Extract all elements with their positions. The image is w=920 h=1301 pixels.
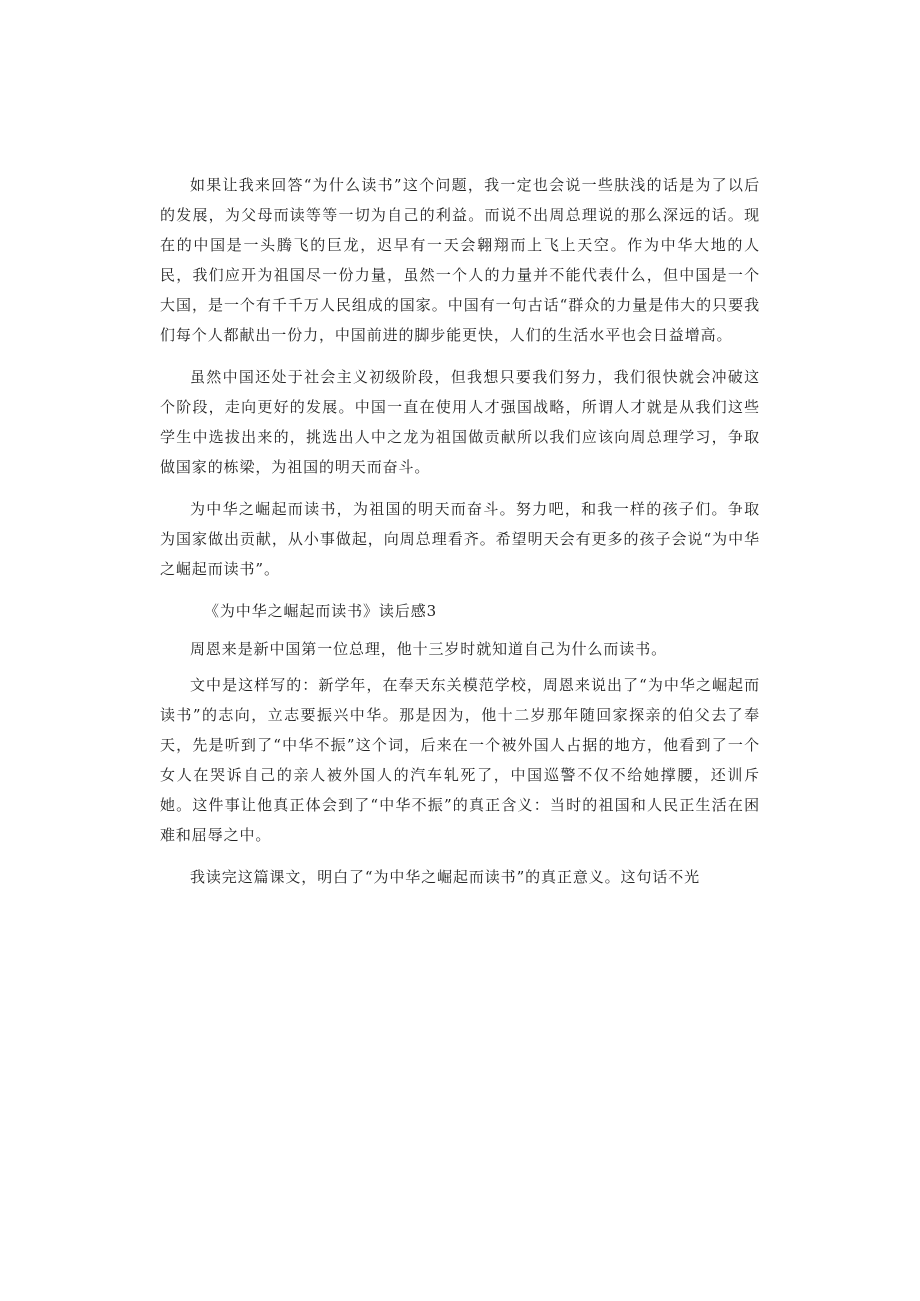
paragraph-2: 虽然中国还处于社会主义初级阶段，但我想只要我们努力，我们很快就会冲破这个阶段，走向更好的发展。中国一直在使用人才强国战略，所谓人才就是从我们这些学生中选拔出来的，挑选出人中之龙为祖国做贡献所以我们应该向周总理学习，争取做国家的栋梁，为祖国的明天而奋斗。 <box>160 368 760 476</box>
paragraph-6: 我读完这篇课文，明白了“为中华之崛起而读书”的真正意义。这句话不光 <box>190 868 701 886</box>
paragraph-5: 文中是这样写的：新学年，在奉天东关模范学校，周恩来说出了“为中华之崛起而读书”的志向，立志要振兴中华。那是因为，他十二岁那年随回家探亲的伯父去了奉天，先是听到了“中华不振”这个词，后来在一个被外国人占据的地方，他看到了一个女人在哭诉自己的亲人被外国人的汽车轧死了，中国巡警不仅不给她撑腰，还训斥她。这件事让他真正体会到了“中华不振”的真正含义：当时的祖国和人民正生活在困难和屈辱之中。 <box>160 676 760 844</box>
document-body <box>160 170 760 904</box>
section-heading: 《为中华之崛起而读书》读后感3 <box>204 602 438 620</box>
paragraph-4: 周恩来是新中国第一位总理，他十三岁时就知道自己为什么而读书。 <box>190 640 668 658</box>
paragraph-1: 如果让我来回答“为什么读书”这个问题，我一定也会说一些肤浅的话是为了以后的发展，为父母而读等等一切为自己的利益。而说不出周总理说的那么深远的话。现在的中国是一头腾飞的巨龙，迟早有一天会翱翔而上飞上天空。作为中华大地的人民，我们应开为祖国尽一份力量，虽然一个人的力量并不能代表什么，但中国是一个大国，是一个有千千万人民组成的国家。中国有一句古话“群众的力量是伟大的只要我们每个人都献出一份力，中国前进的脚步能更快，人们的生活水平也会日益增高。 <box>160 176 760 344</box>
paragraph-3: 为中华之崛起而读书，为祖国的明天而奋斗。努力吧，和我一样的孩子们。争取为国家做出贡献，从小事做起，向周总理看齐。希望明天会有更多的孩子会说“为中华之崛起而读书”。 <box>160 500 760 578</box>
